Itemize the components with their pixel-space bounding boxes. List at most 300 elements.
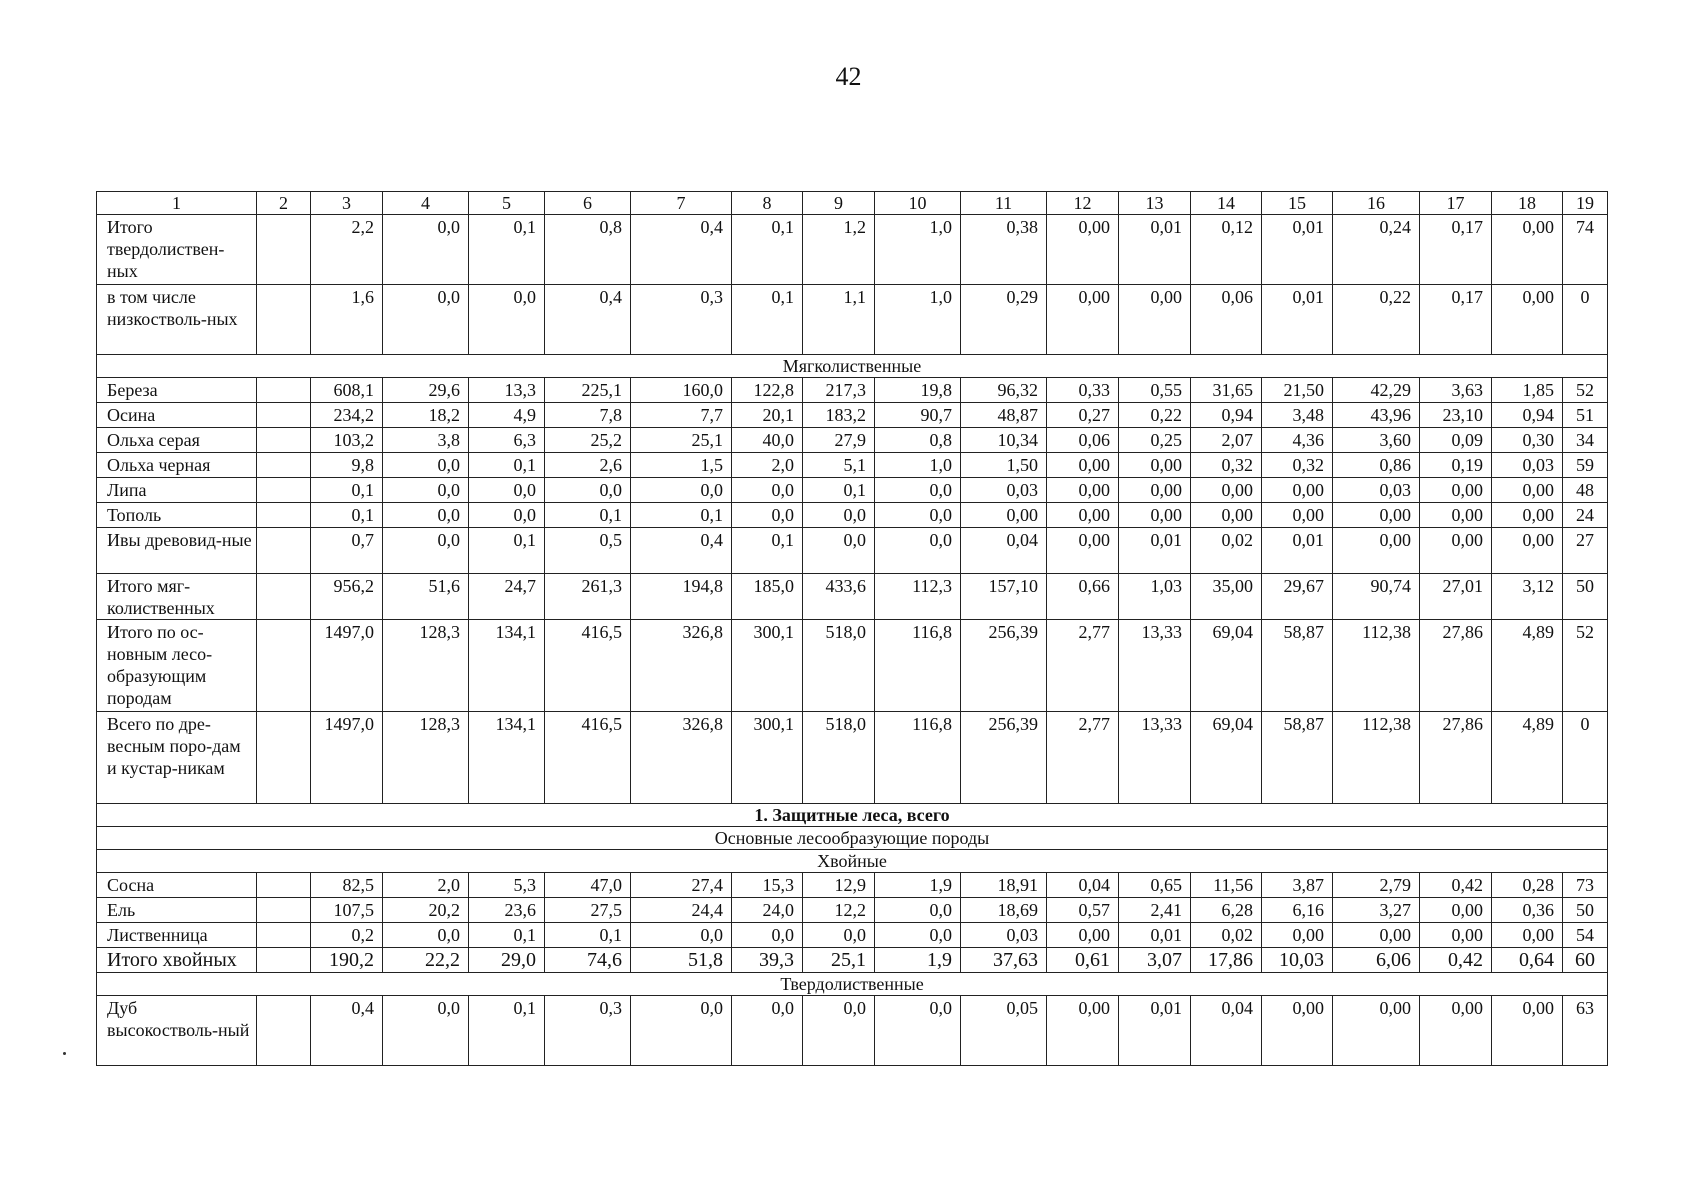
value-cell: 2,77	[1047, 712, 1119, 804]
value-cell: 0,01	[1119, 923, 1191, 948]
value-cell: 128,3	[383, 712, 469, 804]
section-header-row	[97, 850, 1608, 873]
value-cell: 29,0	[469, 948, 545, 973]
value-cell: 300,1	[732, 620, 803, 712]
row-name-cell: Ивы древовид-ные	[97, 528, 257, 574]
table-row	[97, 403, 1608, 428]
value-cell: 18,2	[383, 403, 469, 428]
value-cell: 0,33	[1047, 378, 1119, 403]
column-header: 1	[97, 192, 257, 215]
value-cell: 24	[1563, 503, 1608, 528]
value-cell: 0,0	[732, 503, 803, 528]
value-cell: 518,0	[803, 620, 875, 712]
value-cell: 60	[1563, 948, 1608, 973]
value-cell: 0,1	[469, 528, 545, 574]
value-cell: 1,0	[875, 285, 961, 355]
value-cell: 0,03	[961, 923, 1047, 948]
table-row	[97, 948, 1608, 973]
value-cell: 217,3	[803, 378, 875, 403]
empty-cell	[257, 378, 311, 403]
value-cell: 59	[1563, 453, 1608, 478]
value-cell: 0,65	[1119, 873, 1191, 898]
value-cell: 0,4	[631, 528, 732, 574]
row-name-cell: Итого твердолиствен-ных	[97, 215, 257, 285]
empty-cell	[257, 453, 311, 478]
section-header-row	[97, 827, 1608, 850]
value-cell: 3,8	[383, 428, 469, 453]
value-cell: 0,0	[383, 996, 469, 1066]
value-cell: 300,1	[732, 712, 803, 804]
column-header: 9	[803, 192, 875, 215]
table-row	[97, 620, 1608, 712]
value-cell: 1,9	[875, 948, 961, 973]
value-cell: 0,0	[875, 923, 961, 948]
empty-cell	[257, 923, 311, 948]
value-cell: 160,0	[631, 378, 732, 403]
value-cell: 27,4	[631, 873, 732, 898]
column-header: 13	[1119, 192, 1191, 215]
value-cell: 0,01	[1262, 285, 1333, 355]
value-cell: 0,00	[1420, 996, 1492, 1066]
row-name-cell: Всего по дре-весным поро-дам и кустар-никам	[97, 712, 257, 804]
value-cell: 0,0	[469, 478, 545, 503]
value-cell: 0,06	[1047, 428, 1119, 453]
value-cell: 0,01	[1262, 215, 1333, 285]
value-cell: 433,6	[803, 574, 875, 620]
value-cell: 0,02	[1191, 923, 1262, 948]
empty-cell	[257, 528, 311, 574]
value-cell: 0,8	[545, 215, 631, 285]
value-cell: 0,00	[1047, 453, 1119, 478]
value-cell: 24,7	[469, 574, 545, 620]
empty-cell	[257, 403, 311, 428]
value-cell: 2,79	[1333, 873, 1420, 898]
value-cell: 0,00	[1262, 923, 1333, 948]
value-cell: 40,0	[732, 428, 803, 453]
data-table-container	[96, 191, 1608, 1066]
value-cell: 0,00	[1333, 503, 1420, 528]
column-header: 15	[1262, 192, 1333, 215]
value-cell: 52	[1563, 620, 1608, 712]
value-cell: 0,0	[875, 478, 961, 503]
value-cell: 4,36	[1262, 428, 1333, 453]
value-cell: 7,7	[631, 403, 732, 428]
value-cell: 0,1	[631, 503, 732, 528]
value-cell: 0,00	[1119, 285, 1191, 355]
value-cell: 0,00	[1492, 503, 1563, 528]
value-cell: 0,0	[383, 478, 469, 503]
table-body	[97, 215, 1608, 1066]
value-cell: 0,66	[1047, 574, 1119, 620]
column-header: 4	[383, 192, 469, 215]
value-cell: 0,04	[961, 528, 1047, 574]
value-cell: 0,2	[311, 923, 383, 948]
row-name-cell: Осина	[97, 403, 257, 428]
value-cell: 1,0	[875, 215, 961, 285]
value-cell: 0,0	[732, 996, 803, 1066]
empty-cell	[257, 478, 311, 503]
value-cell: 0,0	[469, 285, 545, 355]
value-cell: 0,0	[803, 503, 875, 528]
value-cell: 43,96	[1333, 403, 1420, 428]
row-name-cell: Итого по ос-новным лесо-образующим породам	[97, 620, 257, 712]
value-cell: 1497,0	[311, 712, 383, 804]
value-cell: 52	[1563, 378, 1608, 403]
value-cell: 1,0	[875, 453, 961, 478]
value-cell: 0	[1563, 285, 1608, 355]
value-cell: 0,00	[1191, 478, 1262, 503]
value-cell: 0,8	[875, 428, 961, 453]
value-cell: 10,34	[961, 428, 1047, 453]
value-cell: 0,00	[1420, 923, 1492, 948]
value-cell: 0,00	[1492, 923, 1563, 948]
column-header: 19	[1563, 192, 1608, 215]
value-cell: 0,01	[1262, 528, 1333, 574]
value-cell: 0,0	[875, 503, 961, 528]
empty-cell	[257, 574, 311, 620]
value-cell: 4,9	[469, 403, 545, 428]
value-cell: 20,1	[732, 403, 803, 428]
value-cell: 48,87	[961, 403, 1047, 428]
value-cell: 0,00	[1191, 503, 1262, 528]
value-cell: 0,04	[1047, 873, 1119, 898]
table-row	[97, 503, 1608, 528]
table-row	[97, 528, 1608, 574]
value-cell: 0,00	[1333, 996, 1420, 1066]
value-cell: 0,03	[961, 478, 1047, 503]
value-cell: 0,00	[1420, 898, 1492, 923]
value-cell: 0,27	[1047, 403, 1119, 428]
column-header: 6	[545, 192, 631, 215]
value-cell: 0,94	[1492, 403, 1563, 428]
value-cell: 29,67	[1262, 574, 1333, 620]
value-cell: 35,00	[1191, 574, 1262, 620]
column-header: 12	[1047, 192, 1119, 215]
value-cell: 183,2	[803, 403, 875, 428]
value-cell: 25,1	[803, 948, 875, 973]
value-cell: 103,2	[311, 428, 383, 453]
value-cell: 1,5	[631, 453, 732, 478]
value-cell: 6,28	[1191, 898, 1262, 923]
value-cell: 0,86	[1333, 453, 1420, 478]
value-cell: 0,3	[545, 996, 631, 1066]
value-cell: 0,25	[1119, 428, 1191, 453]
value-cell: 17,86	[1191, 948, 1262, 973]
table-row	[97, 478, 1608, 503]
value-cell: 326,8	[631, 620, 732, 712]
value-cell: 0,7	[311, 528, 383, 574]
value-cell: 58,87	[1262, 712, 1333, 804]
value-cell: 0,36	[1492, 898, 1563, 923]
value-cell: 82,5	[311, 873, 383, 898]
empty-cell	[257, 898, 311, 923]
value-cell: 13,3	[469, 378, 545, 403]
table-row	[97, 378, 1608, 403]
value-cell: 0,30	[1492, 428, 1563, 453]
value-cell: 116,8	[875, 712, 961, 804]
value-cell: 13,33	[1119, 620, 1191, 712]
row-name-cell: Ольха черная	[97, 453, 257, 478]
value-cell: 3,12	[1492, 574, 1563, 620]
value-cell: 50	[1563, 574, 1608, 620]
value-cell: 0,0	[383, 215, 469, 285]
empty-cell	[257, 215, 311, 285]
value-cell: 96,32	[961, 378, 1047, 403]
value-cell: 0,06	[1191, 285, 1262, 355]
value-cell: 0,42	[1420, 873, 1492, 898]
row-name-cell: Ель	[97, 898, 257, 923]
value-cell: 5,3	[469, 873, 545, 898]
section-header-row	[97, 804, 1608, 827]
forest-stock-table	[96, 191, 1608, 1066]
value-cell: 0,09	[1420, 428, 1492, 453]
value-cell: 0,32	[1262, 453, 1333, 478]
empty-cell	[257, 285, 311, 355]
value-cell: 5,1	[803, 453, 875, 478]
value-cell: 20,2	[383, 898, 469, 923]
row-name-cell: Липа	[97, 478, 257, 503]
value-cell: 0,1	[311, 478, 383, 503]
value-cell: 13,33	[1119, 712, 1191, 804]
section-title: 1. Защитные леса, всего	[97, 804, 1608, 827]
value-cell: 0,00	[1119, 503, 1191, 528]
value-cell: 518,0	[803, 712, 875, 804]
value-cell: 134,1	[469, 712, 545, 804]
page-number: 42	[835, 62, 862, 91]
value-cell: 0,1	[469, 923, 545, 948]
value-cell: 256,39	[961, 620, 1047, 712]
value-cell: 74	[1563, 215, 1608, 285]
value-cell: 3,87	[1262, 873, 1333, 898]
value-cell: 0,00	[1492, 285, 1563, 355]
value-cell: 0,00	[1262, 996, 1333, 1066]
section-title: Мягколиственные	[97, 355, 1608, 378]
value-cell: 3,63	[1420, 378, 1492, 403]
table-row	[97, 898, 1608, 923]
value-cell: 116,8	[875, 620, 961, 712]
value-cell: 15,3	[732, 873, 803, 898]
value-cell: 0,19	[1420, 453, 1492, 478]
value-cell: 2,2	[311, 215, 383, 285]
value-cell: 0,04	[1191, 996, 1262, 1066]
value-cell: 12,9	[803, 873, 875, 898]
table-row	[97, 215, 1608, 285]
value-cell: 0,00	[1333, 528, 1420, 574]
value-cell: 1497,0	[311, 620, 383, 712]
value-cell: 0,0	[732, 923, 803, 948]
value-cell: 37,63	[961, 948, 1047, 973]
value-cell: 0,0	[469, 503, 545, 528]
value-cell: 51,6	[383, 574, 469, 620]
value-cell: 0,64	[1492, 948, 1563, 973]
value-cell: 0,00	[1047, 923, 1119, 948]
value-cell: 0,94	[1191, 403, 1262, 428]
value-cell: 63	[1563, 996, 1608, 1066]
value-cell: 122,8	[732, 378, 803, 403]
value-cell: 74,6	[545, 948, 631, 973]
column-header: 18	[1492, 192, 1563, 215]
empty-cell	[257, 503, 311, 528]
section-header-row	[97, 355, 1608, 378]
value-cell: 185,0	[732, 574, 803, 620]
value-cell: 112,38	[1333, 712, 1420, 804]
table-row	[97, 873, 1608, 898]
value-cell: 1,2	[803, 215, 875, 285]
value-cell: 134,1	[469, 620, 545, 712]
value-cell: 27,86	[1420, 620, 1492, 712]
section-title: Твердолиственные	[97, 973, 1608, 996]
value-cell: 0,24	[1333, 215, 1420, 285]
value-cell: 27,5	[545, 898, 631, 923]
value-cell: 0,00	[1119, 478, 1191, 503]
table-row	[97, 996, 1608, 1066]
value-cell: 0,01	[1119, 996, 1191, 1066]
value-cell: 0,4	[311, 996, 383, 1066]
row-name-cell: Итого хвойных	[97, 948, 257, 973]
value-cell: 0,42	[1420, 948, 1492, 973]
value-cell: 0,00	[1047, 996, 1119, 1066]
column-header: 16	[1333, 192, 1420, 215]
value-cell: 2,0	[383, 873, 469, 898]
table-row	[97, 428, 1608, 453]
value-cell: 0,1	[469, 453, 545, 478]
row-name-cell: в том числе низкостволь-ных	[97, 285, 257, 355]
value-cell: 24,0	[732, 898, 803, 923]
value-cell: 58,87	[1262, 620, 1333, 712]
value-cell: 0,22	[1119, 403, 1191, 428]
row-name-cell: Ольха серая	[97, 428, 257, 453]
column-header: 17	[1420, 192, 1492, 215]
row-name-cell: Сосна	[97, 873, 257, 898]
value-cell: 1,85	[1492, 378, 1563, 403]
column-number-header-row	[97, 192, 1608, 215]
value-cell: 234,2	[311, 403, 383, 428]
value-cell: 22,2	[383, 948, 469, 973]
value-cell: 0,00	[1047, 285, 1119, 355]
value-cell: 42,29	[1333, 378, 1420, 403]
column-header: 14	[1191, 192, 1262, 215]
value-cell: 21,50	[1262, 378, 1333, 403]
value-cell: 0,1	[732, 285, 803, 355]
value-cell: 0,5	[545, 528, 631, 574]
value-cell: 10,03	[1262, 948, 1333, 973]
value-cell: 0,0	[631, 923, 732, 948]
value-cell: 0,00	[1492, 215, 1563, 285]
value-cell: 2,0	[732, 453, 803, 478]
value-cell: 0,1	[545, 923, 631, 948]
value-cell: 0,00	[1420, 503, 1492, 528]
value-cell: 0,02	[1191, 528, 1262, 574]
value-cell: 194,8	[631, 574, 732, 620]
value-cell: 0,32	[1191, 453, 1262, 478]
value-cell: 112,38	[1333, 620, 1420, 712]
value-cell: 39,3	[732, 948, 803, 973]
value-cell: 0,4	[631, 215, 732, 285]
value-cell: 0,0	[383, 453, 469, 478]
column-header: 11	[961, 192, 1047, 215]
value-cell: 19,8	[875, 378, 961, 403]
value-cell: 2,07	[1191, 428, 1262, 453]
value-cell: 0,00	[1047, 478, 1119, 503]
value-cell: 31,65	[1191, 378, 1262, 403]
value-cell: 0,0	[803, 923, 875, 948]
row-name-cell: Лиственница	[97, 923, 257, 948]
value-cell: 3,07	[1119, 948, 1191, 973]
value-cell: 0,00	[961, 503, 1047, 528]
value-cell: 0,00	[1119, 453, 1191, 478]
value-cell: 0,12	[1191, 215, 1262, 285]
empty-cell	[257, 996, 311, 1066]
value-cell: 0,00	[1333, 923, 1420, 948]
value-cell: 0,0	[383, 503, 469, 528]
empty-cell	[257, 948, 311, 973]
value-cell: 326,8	[631, 712, 732, 804]
value-cell: 0,0	[631, 996, 732, 1066]
table-row	[97, 453, 1608, 478]
value-cell: 23,6	[469, 898, 545, 923]
stray-mark	[63, 1052, 66, 1055]
value-cell: 0,00	[1492, 528, 1563, 574]
value-cell: 0,3	[631, 285, 732, 355]
value-cell: 0,00	[1047, 215, 1119, 285]
value-cell: 0,03	[1492, 453, 1563, 478]
empty-cell	[257, 620, 311, 712]
value-cell: 107,5	[311, 898, 383, 923]
value-cell: 90,7	[875, 403, 961, 428]
empty-cell	[257, 428, 311, 453]
value-cell: 0,05	[961, 996, 1047, 1066]
value-cell: 18,91	[961, 873, 1047, 898]
empty-cell	[257, 712, 311, 804]
section-header-row	[97, 973, 1608, 996]
value-cell: 1,9	[875, 873, 961, 898]
section-title: Основные лесообразующие породы	[97, 827, 1608, 850]
value-cell: 416,5	[545, 620, 631, 712]
value-cell: 0,1	[803, 478, 875, 503]
value-cell: 0,03	[1333, 478, 1420, 503]
value-cell: 0,61	[1047, 948, 1119, 973]
value-cell: 225,1	[545, 378, 631, 403]
value-cell: 0,0	[545, 478, 631, 503]
row-name-cell: Тополь	[97, 503, 257, 528]
value-cell: 34	[1563, 428, 1608, 453]
row-name-cell: Итого мяг-колиственных	[97, 574, 257, 620]
value-cell: 25,1	[631, 428, 732, 453]
value-cell: 3,27	[1333, 898, 1420, 923]
value-cell: 0,1	[732, 528, 803, 574]
value-cell: 9,8	[311, 453, 383, 478]
value-cell: 1,03	[1119, 574, 1191, 620]
value-cell: 0,0	[875, 996, 961, 1066]
value-cell: 27,86	[1420, 712, 1492, 804]
value-cell: 0,38	[961, 215, 1047, 285]
value-cell: 0,22	[1333, 285, 1420, 355]
value-cell: 48	[1563, 478, 1608, 503]
table-row	[97, 712, 1608, 804]
value-cell: 51,8	[631, 948, 732, 973]
value-cell: 256,39	[961, 712, 1047, 804]
value-cell: 2,77	[1047, 620, 1119, 712]
value-cell: 0,57	[1047, 898, 1119, 923]
value-cell: 4,89	[1492, 620, 1563, 712]
value-cell: 0,0	[732, 478, 803, 503]
value-cell: 24,4	[631, 898, 732, 923]
value-cell: 0,00	[1420, 478, 1492, 503]
value-cell: 128,3	[383, 620, 469, 712]
value-cell: 956,2	[311, 574, 383, 620]
value-cell: 416,5	[545, 712, 631, 804]
value-cell: 18,69	[961, 898, 1047, 923]
